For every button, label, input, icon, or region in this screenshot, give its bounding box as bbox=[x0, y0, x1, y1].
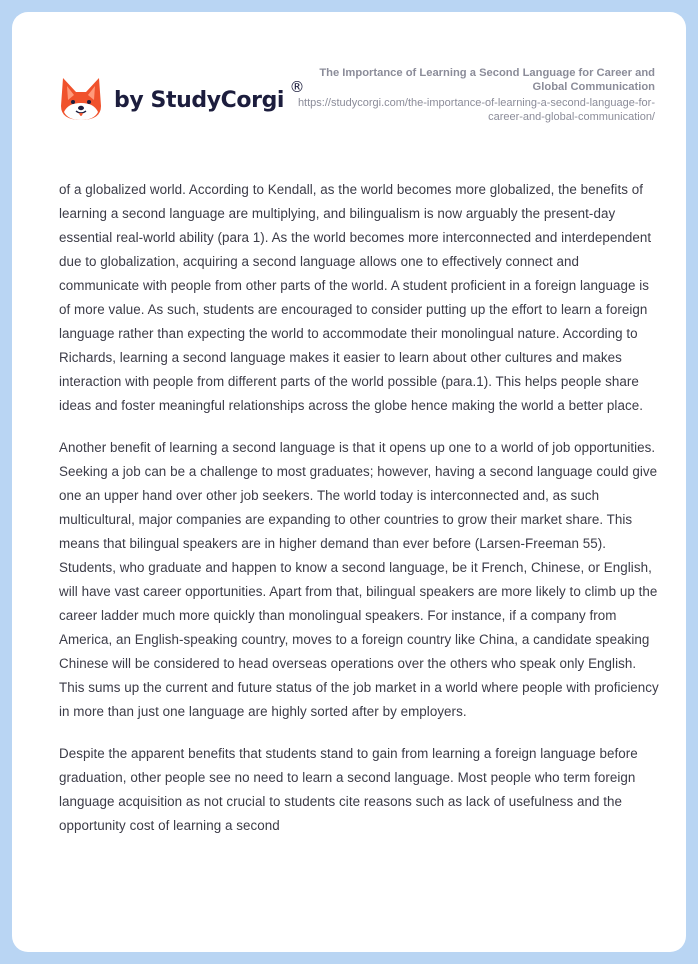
document-url[interactable]: https://studycorgi.com/the-importance-of-learning-a-second-language-for-career-and-global-communication/ bbox=[297, 97, 655, 123]
document-meta bbox=[295, 66, 655, 124]
registered-mark: ® bbox=[289, 77, 305, 96]
corgi-icon bbox=[60, 76, 102, 122]
document-title: The Importance of Learning a Second Language for Career and Global Communication bbox=[319, 67, 655, 93]
page-header bbox=[12, 12, 686, 162]
paragraph: Despite the apparent benefits that students stand to gain from learning a foreign language before graduation, other people see no need to learn a second language. Most people who term foreign language acquisition as not crucial to students cite reasons such as lack of usefulness and the opportunity cost of learning a second bbox=[59, 746, 638, 833]
document-page bbox=[12, 12, 686, 952]
paragraph: of a globalized world. According to Kendall, as the world becomes more globalized, the benefits of learning a second language are multiplying, and bilingualism is now arguably the present-day essential real-world ability (para 1). As the world becomes more interconnected and interdependent due to globalization, acquiring a second language allows one to effectively connect and communicate with people from other parts of the world. A student proficient in a foreign language is of more value. As such, students are encouraged to consider putting up the effort to learn a foreign language rather than expecting the world to accommodate their monolingual nature. According to Richards, learning a second language makes it easier to learn about other cultures and makes interaction with people from different parts of the world possible (para.1). This helps people share ideas and foster meaningful relationships across the globe hence making the world a better place. bbox=[59, 182, 652, 413]
essay-body bbox=[59, 178, 659, 856]
paragraph: Another benefit of learning a second language is that it opens up one to a world of job opportunities. Seeking a job can be a challenge to most graduates; however, having a second language could give one an upper hand over other job seekers. The world today is interconnected and, as such multicultural, major companies are expanding to other countries to grow their market share. This means that bilingual speakers are in higher demand than ever before (Larsen-Freeman 55). Students, who graduate and happen to know a second language, be it French, Chinese, or English, will have vast career opportunities. Apart from that, bilingual speakers are more likely to climb up the career ladder much more quickly than monolingual speakers. For instance, if a company from America, an English-speaking country, moves to a foreign country like China, a candidate speaking Chinese will be considered to head overseas operations over the others who speak only English. This sums up the current and future status of the job market in a world where people with proficiency in more than just one language are highly sorted after by employers. bbox=[59, 440, 659, 719]
brand-text: by StudyCorgi bbox=[114, 87, 285, 113]
studycorgi-logo[interactable] bbox=[60, 76, 305, 122]
brand-name bbox=[114, 77, 305, 113]
